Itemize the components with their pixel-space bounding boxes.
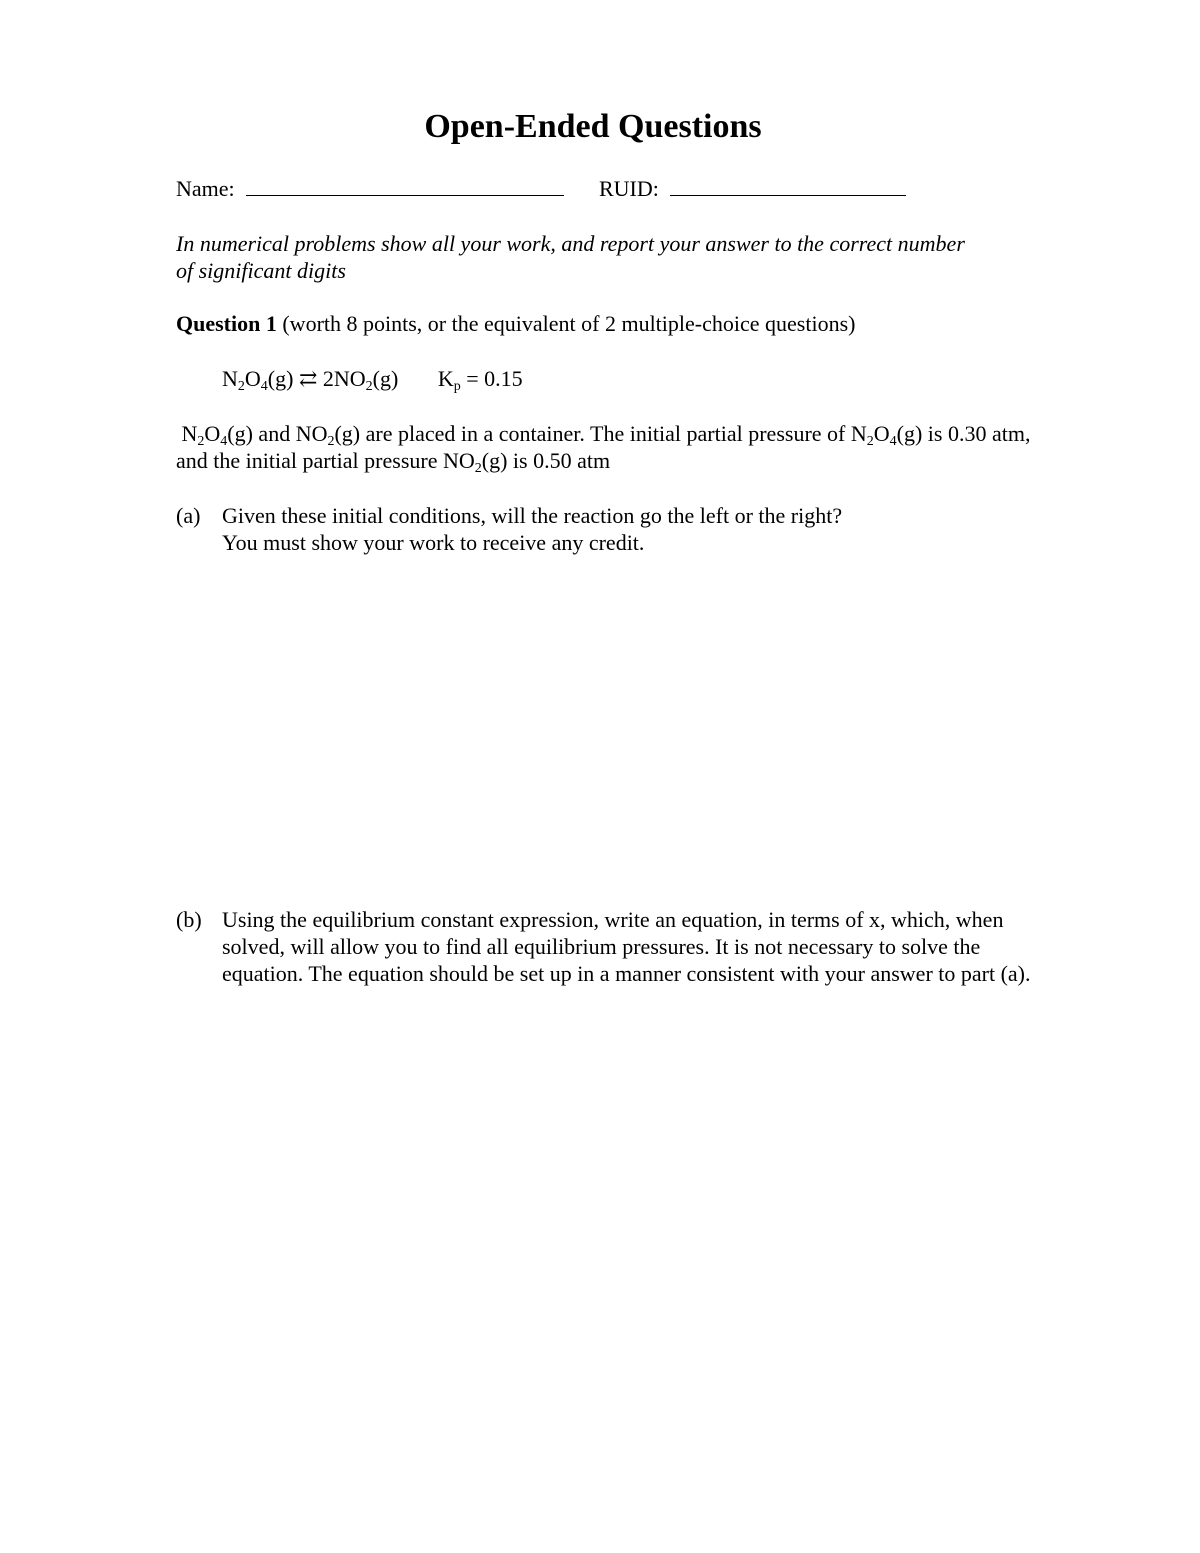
kp-label: K [437, 366, 454, 391]
instructions-line-2: of significant digits [176, 258, 346, 283]
page-title: Open-Ended Questions [424, 108, 762, 145]
part-b [176, 906, 1106, 996]
desc-text: O [204, 421, 221, 446]
eq-reactant-state: (g) [267, 366, 294, 391]
question-1-heading [176, 311, 855, 337]
desc-text: and the initial partial pressure NO [176, 448, 475, 473]
eq-sub: 4 [260, 379, 268, 394]
kp-expression [437, 366, 523, 394]
question-1-label: Question 1 [176, 311, 277, 336]
instructions [176, 230, 1056, 284]
desc-sub: 4 [220, 434, 228, 449]
desc-text: (g) are placed in a container. The initial partial pressure of N [334, 421, 867, 446]
part-b-line-3: equation. The equation should be set up in a manner consistent with your answer to part (a). [222, 961, 1031, 986]
part-a-line-1: Given these initial conditions, will the reaction go the left or the right? [222, 503, 843, 528]
part-a-text [222, 502, 842, 556]
desc-sub: 2 [866, 434, 874, 449]
kp-sub: p [453, 379, 461, 394]
reaction-equation [222, 366, 523, 392]
eq-reactant-o: O [244, 366, 261, 391]
ruid-blank-line[interactable] [670, 177, 906, 196]
desc-text: (g) and NO [227, 421, 328, 446]
ruid-field [599, 176, 906, 202]
part-b-label: (b) [176, 907, 202, 932]
name-field [176, 176, 564, 202]
eq-product-state: (g) [372, 366, 399, 391]
desc-text: O [873, 421, 890, 446]
eq-sub: 2 [365, 379, 373, 394]
name-label: Name: [176, 176, 235, 201]
desc-text: (g) is 0.30 atm, [896, 421, 1031, 446]
kp-value: = 0.15 [466, 366, 523, 391]
equilibrium-arrow-icon: ⇄ [298, 366, 318, 391]
part-a-line-2: You must show your work to receive any credit. [222, 530, 645, 555]
name-blank-line[interactable] [246, 177, 564, 196]
eq-product: 2NO [322, 366, 366, 391]
question-1-description [176, 420, 1116, 474]
eq-sub: 2 [237, 379, 245, 394]
description-line-1 [176, 420, 1116, 447]
description-line-2 [176, 447, 1116, 474]
desc-sub: 2 [474, 461, 482, 476]
part-b-line-1: Using the equilibrium constant expression, write an equation, in terms of x, which, when [222, 907, 1004, 932]
desc-sub: 2 [327, 434, 335, 449]
part-a [176, 502, 1076, 562]
part-b-text [222, 906, 1031, 987]
desc-sub: 4 [889, 434, 897, 449]
desc-sub: 2 [197, 434, 205, 449]
desc-text: N [181, 421, 198, 446]
ruid-label: RUID: [599, 176, 659, 201]
desc-text: (g) is 0.50 atm [481, 448, 611, 473]
question-1-worth: (worth 8 points, or the equivalent of 2 multiple-choice questions) [282, 311, 856, 336]
part-a-label: (a) [176, 503, 201, 528]
instructions-line-1: In numerical problems show all your work, and report your answer to the correct number [176, 231, 965, 256]
part-b-line-2: solved, will allow you to find all equilibrium pressures. It is not necessary to solve the [222, 934, 981, 959]
eq-reactant-n: N [222, 366, 238, 391]
